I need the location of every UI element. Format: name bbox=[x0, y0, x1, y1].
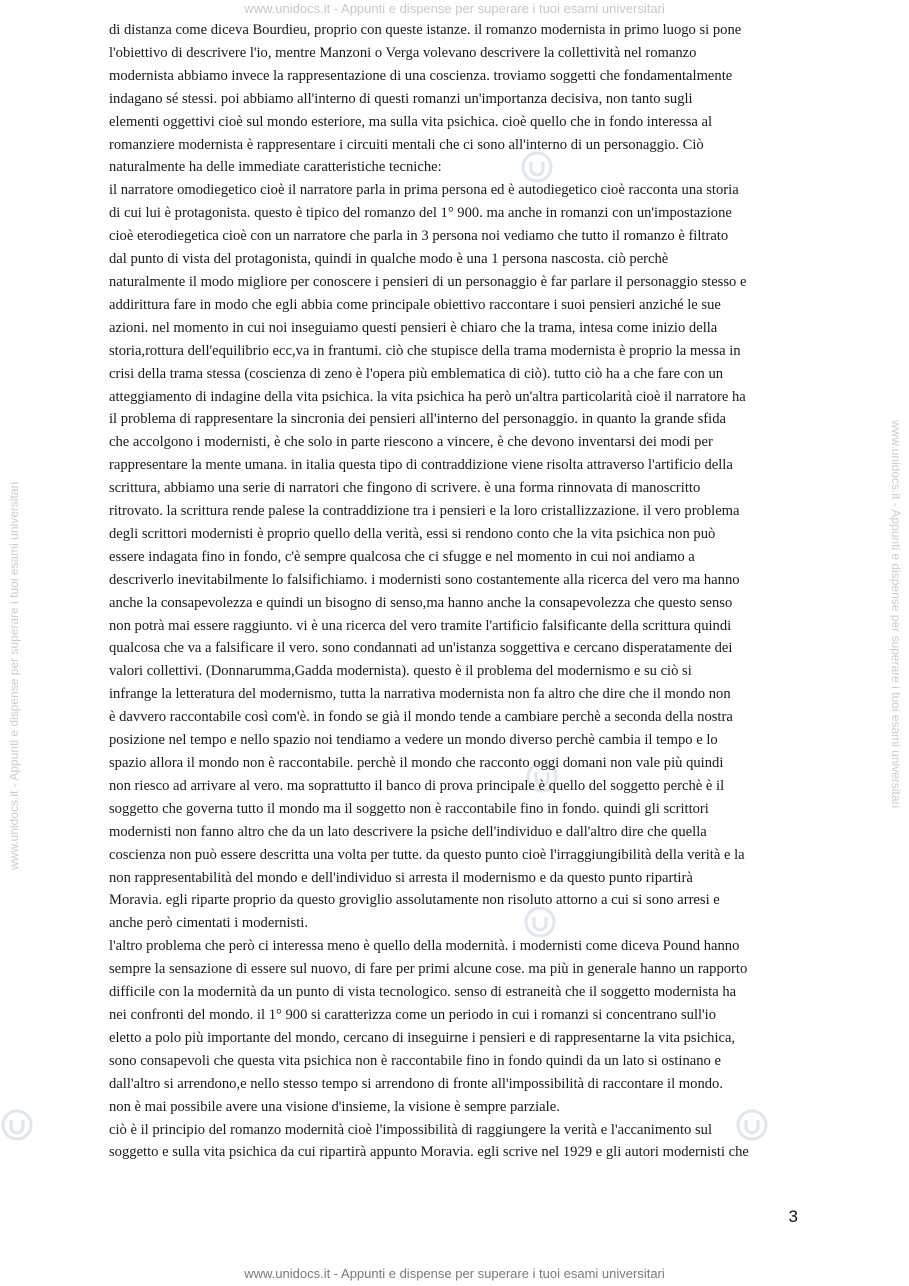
text-line: difficile con la modernità da un punto di vista tecnologico. senso di estraneità che il soggetto modernista ha bbox=[109, 984, 737, 1001]
text-line: il problema di rappresentare la sincronia dei pensieri all'interno del personaggio. in quanto la grande sfida bbox=[109, 411, 726, 428]
text-line: nei confronti del mondo. il 1° 900 si caratterizza come un periodo in cui i romanzi si concentrano sull'io bbox=[109, 1006, 717, 1023]
text-line: crisi della trama stessa (coscienza di zeno è l'opera più emblematica di ciò). tutto ciò ha a che fare con un bbox=[109, 365, 724, 382]
text-line: coscienza non può essere descritta una volta per tutte. da questo punto cioè l'irraggiungibilità della verità e la bbox=[109, 846, 745, 863]
paragraph bbox=[109, 19, 803, 179]
text-line: modernista abbiamo invece la rappresentazione di una coscienza. troviamo soggetti che fondamentalmente bbox=[109, 67, 733, 84]
paragraph bbox=[109, 935, 803, 1118]
text-line: non rappresentabilità del mondo e dell'individuo si arresta il modernismo e da questo punto ripartirà bbox=[109, 869, 693, 886]
text-line: romanziere modernista è rappresentare i circuiti mentali che ci sono all'interno di un personaggio. Ciò bbox=[109, 136, 704, 153]
text-line: è davvero raccontabile così com'è. in fondo se già il mondo tende a cambiare perchè a seconda della nostra bbox=[109, 709, 733, 726]
text-line: eletto a polo più importante del mondo, cercano di inseguirne i pensieri e di rappresentarne la vita psichica, bbox=[109, 1029, 736, 1046]
text-line: degli scrittori modernisti è proprio quello della verità, essi si rendono conto che la vita psichica non può bbox=[109, 525, 716, 542]
text-line: ritrovato. la scrittura rende palese la contraddizione tra i pensieri e la loro cristallizzazione. il vero problema bbox=[109, 503, 740, 520]
text-line: scrittura, abbiamo una serie di narratori che fingono di scrivere. è una forma rinnovata di manoscritto bbox=[109, 480, 701, 497]
paragraph bbox=[109, 179, 803, 935]
text-line: soggetto che governa tutto il mondo ma il soggetto non è raccontabile fino in fondo. quindi gli scrittori bbox=[109, 800, 709, 817]
watermark-bottom: www.unidocs.it - Appunti e dispense per superare i tuoi esami universitari bbox=[244, 1266, 665, 1281]
text-line: storia,rottura dell'equilibrio ecc,va in frantumi. ciò che stupisce della trama modernista è proprio la messa in bbox=[109, 342, 741, 359]
text-line: naturalmente il modo migliore per conoscere i pensieri di un personaggio è far parlare il personaggio stesso e bbox=[109, 273, 747, 290]
text-line: qualcosa che va a falsificare il vero. sono condannati ad un'istanza soggettiva e cercano disperatamente dei bbox=[109, 640, 733, 657]
document-body bbox=[109, 19, 803, 1164]
text-line: indagano sé stessi. poi abbiamo all'interno di questi romanzi un'importanza decisiva, non tanto sugli bbox=[109, 90, 693, 107]
text-line: azioni. nel momento in cui noi inseguiamo questi pensieri è chiaro che la trama, intesa come inizio della bbox=[109, 319, 718, 336]
text-line: sono consapevoli che questa vita psichica non è raccontabile fino in fondo quindi da un lato si ostinano e bbox=[109, 1052, 721, 1069]
text-line: cioè eterodiegetica cioè con un narratore che parla in 3 persona noi vediamo che tutto il romanzo è filtrato bbox=[109, 228, 729, 245]
text-line: atteggiamento di indagine della vita psichica. la vita psichica ha però un'altra particolarità cioè il narratore ha bbox=[109, 388, 746, 405]
text-line: di cui lui è protagonista. questo è tipico del romanzo del 1° 900. ma anche in romanzi con un'impostazione bbox=[109, 205, 732, 222]
text-line: rappresentare la mente umana. in italia questa tipo di contraddizione viene risolta attraverso l'artificio della bbox=[109, 457, 733, 474]
text-line: infrange la letteratura del modernismo, tutta la narrativa modernista non fa altro che dire che il mondo non bbox=[109, 686, 731, 703]
text-line: dal punto di vista del protagonista, quindi in qualche modo è una 1 persona nascosta. ciò perchè bbox=[109, 251, 669, 268]
text-line: l'obiettivo di descrivere l'io, mentre Manzoni o Verga volevano descrivere la collettività nel romanzo bbox=[109, 44, 697, 61]
text-line: di distanza come diceva Bourdieu, proprio con queste istanze. il romanzo modernista in primo luogo si pone bbox=[109, 22, 742, 38]
text-line: modernisti non fanno altro che da un lato descrivere la psiche dell'individuo e dall'altro dire che quella bbox=[109, 823, 707, 840]
text-line: l'altro problema che però ci interessa meno è quello della modernità. i modernisti come diceva Pound hanno bbox=[109, 938, 740, 955]
watermark-right: www.unidocs.it - Appunti e dispense per superare i tuoi esami universitari bbox=[889, 420, 903, 809]
text-line: che accolgono i modernisti, è che solo in parte riescono a vincere, è che devono inventarsi dei modi per bbox=[109, 434, 713, 451]
page-number: 3 bbox=[788, 1207, 798, 1226]
paragraph bbox=[109, 1119, 803, 1165]
text-line: non è mai possibile avere una visione d'insieme, la visione è sempre parziale. bbox=[109, 1098, 560, 1115]
watermark-left: www.unidocs.it - Appunti e dispense per superare i tuoi esami universitari bbox=[7, 481, 21, 870]
text-line: valori collettivi. (Donnarumma,Gadda modernista). questo è il problema del modernismo e su ciò si bbox=[109, 663, 692, 680]
text-line: naturalmente ha delle immediate caratteristiche tecniche: bbox=[109, 159, 442, 176]
text-line: essere indagata fino in fondo, c'è sempre qualcosa che ci sfugge e nel momento in cui noi andiamo a bbox=[109, 548, 695, 565]
text-line: anche però cimentati i modernisti. bbox=[109, 915, 308, 932]
text-line: dall'altro si arrendono,e nello stesso tempo si arrendono di fronte all'impossibilità di raccontare il mondo. bbox=[109, 1075, 723, 1092]
watermark-top: www.unidocs.it - Appunti e dispense per superare i tuoi esami universitari bbox=[244, 1, 665, 16]
text-line: non potrà mai essere raggiunto. vi è una ricerca del vero tramite l'artificio falsificante della scrittura quindi bbox=[109, 617, 732, 634]
text-line: soggetto e sulla vita psichica da cui ripartirà appunto Moravia. egli scrive nel 1929 e gli autori modernisti che bbox=[109, 1144, 749, 1161]
text-line: addirittura fare in modo che egli abbia come principale obiettivo raccontare i suoi pensieri anziché le sue bbox=[109, 296, 721, 313]
text-line: non riesco ad arrivare al vero. ma soprattutto il banco di prova principale è quello del soggetto perchè è il bbox=[109, 777, 725, 794]
text-line: anche la consapevolezza e quindi un bisogno di senso,ma hanno anche la consapevolezza che questo senso bbox=[109, 594, 733, 611]
text-line: elementi oggettivi cioè sul mondo esteriore, ma sulla vita psichica. cioè quello che in fondo interessa al bbox=[109, 113, 713, 130]
watermark-logo-icon bbox=[0, 1108, 34, 1142]
text-line: ciò è il principio del romanzo modernità cioè l'impossibilità di raggiungere la verità e l'accanimento sul bbox=[109, 1121, 713, 1138]
text-line: posizione nel tempo e nello spazio noi tendiamo a vedere un mondo diverso perchè cambia il tempo e lo bbox=[109, 732, 718, 749]
text-line: il narratore omodiegetico cioè il narratore parla in prima persona ed è autodiegetico cioè racconta una storia bbox=[109, 182, 739, 199]
text-line: Moravia. egli riparte proprio da questo groviglio assolutamente non risoluto attorno a cui si sono arresi e bbox=[109, 892, 720, 909]
text-line: sempre la sensazione di essere sul nuovo, di fare per primi alcune cose. ma più in generale hanno un rapporto bbox=[109, 961, 748, 978]
text-line: spazio allora il mondo non è raccontabile. perchè il mondo che racconto oggi domani non vale più quindi bbox=[109, 755, 724, 771]
text-line: descriverlo inevitabilmente lo falsifichiamo. i modernisti sono costantemente alla ricerca del vero ma hanno bbox=[109, 571, 740, 588]
